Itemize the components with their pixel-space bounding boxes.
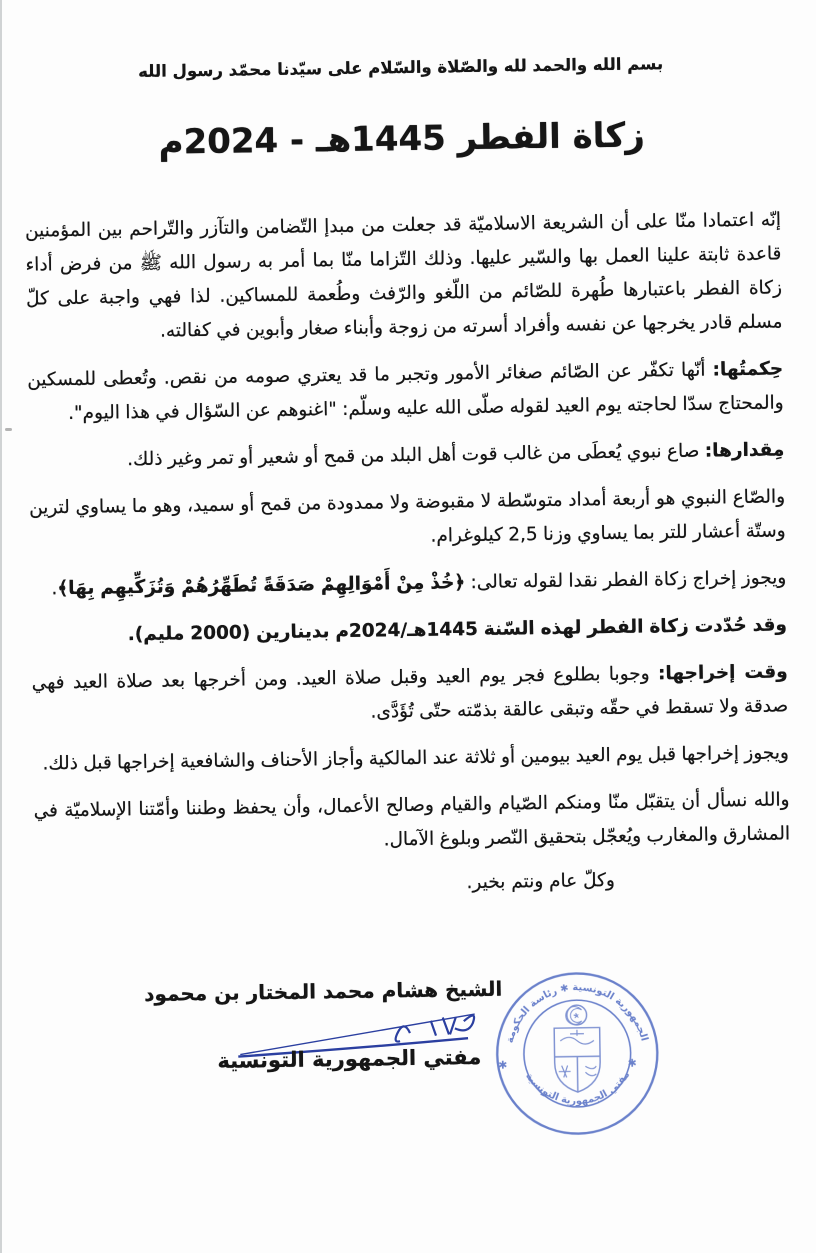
bold-segment: حِكمتُها: (712, 358, 784, 381)
paragraph (28, 433, 784, 478)
stamp-ring-top-text: الجمهورية التونسية ✱ رئاسة الحكومة (504, 982, 650, 1045)
body-paragraphs (25, 203, 791, 862)
text-segment: . (51, 577, 58, 600)
paragraph (27, 352, 784, 431)
text-segment: والله نسأل أن يتقبّل منّا ومنكم الصّيام والقيام وصالح الأعمال، وأن يحفظ وطننا وأمّتنا الإسلاميّة في المشارق والمغارب ويُعجّل بتحقيق النّصر وبلوغ الآمال. (33, 789, 791, 851)
stamp-ring-bottom-text: مفتي الجمهورية التونسية (523, 1069, 633, 1107)
text-segment: وجوبا بطلوع فجر يوم العيد وقبل صلاة العيد. ومن أخرجها بعد صلاة العيد فهي صدقة ولا تسقط في حقّه وتبقى عالقة بذمّته حتّى تُؤَدَّى. (31, 663, 789, 723)
bold-segment: ﴿خُذْ مِنْ أَمْوَالِهِمْ صَدَقَةً تُطَهِّرُهُمْ وَتُزَكِّيهِم بِهَا﴾ (57, 571, 466, 599)
stamp-star-right: ✱ (627, 1056, 637, 1070)
bold-segment: مِقدارها: (704, 439, 785, 462)
stamp-star-left: ✱ (498, 1058, 508, 1072)
closing-greeting: وكلّ عام ونتم بخير. (466, 869, 615, 893)
text-segment: ويجوز إخراجها قبل يوم العيد بيومين أو ثلاثة عند المالكية وأجاز الأحناف والشافعية إخراجها قبل ذلك. (42, 742, 789, 775)
official-stamp (492, 968, 662, 1138)
mufti-title: مفتي الجمهورية التونسية (217, 1044, 482, 1073)
paragraph (29, 480, 786, 559)
paragraph (33, 783, 790, 862)
basmala-header: بسم الله والحمد لله والصّلاة والسّلام على سيّدنا محمّد رسول الله (138, 54, 664, 81)
mufti-name: الشيخ هشام محمد المختار بن محمود (144, 976, 503, 1006)
text-segment: ويجوز إخراج زكاة الفطر نقدا لقوله تعالى: (465, 567, 787, 593)
document-title: زكاة الفطر 1445هـ - 2024م (158, 115, 646, 163)
paragraph (31, 655, 788, 734)
bold-segment: وقد حُدّدت زكاة الفطر لهذه السّنة 1445هـ/2024م بدينارين (2000 مليم). (127, 614, 788, 645)
paragraph (25, 203, 783, 350)
text-segment: أنّها تكفّر عن الصّائم صغائر الأمور وتجبر ما قد يعتري صومه من نقص. وتُعطى للمسكين والمحتاج سدّا لحاجته يوم العيد لقوله صلّى الله عليه وسلّم: "اغنوهم عن السّؤال في هذا اليوم". (27, 359, 784, 424)
paragraph (31, 608, 787, 653)
paragraph (33, 736, 789, 781)
paragraph (30, 561, 786, 606)
text-segment: والصّاع النبوي هو أربعة أمداد متوسّطة لا مقبوضة ولا ممدودة من قمح أو سميد، وهو ما يساوي لترين وستّة أعشار للتر بما يساوي وزنا 2,5 كيلوغرام. (28, 486, 786, 547)
text-segment: صاع نبوي يُعطَى من غالب قوت أهل البلد من قمح أو شعير أو تمر وغير ذلك. (127, 440, 705, 470)
text-segment: إنّه اعتمادا منّا على أن الشريعة الاسلاميّة قد جعلت من مبدإ التّضامن والتآزر والتّراحم بين المؤمنين قاعدة ثابتة علينا العمل بها والسّير عليها. وذلك التّزاما منّا بما أمر به رسول الله ﷺ من فرض أداء زكاة الفطر باعتبارها طُهرة للصّائم من اللّغو والرّفث وطُعمة للمساكين. لذا فهي واجبة على كلّ مسلم قادر يخرجها عن نفسه وأفراد أسرته من زوجة وأبناء صغار وأبوين في كفالته. (24, 209, 783, 342)
tunisia-coat-of-arms (554, 1005, 601, 1093)
bold-segment: وقت إخراجها: (657, 661, 788, 685)
